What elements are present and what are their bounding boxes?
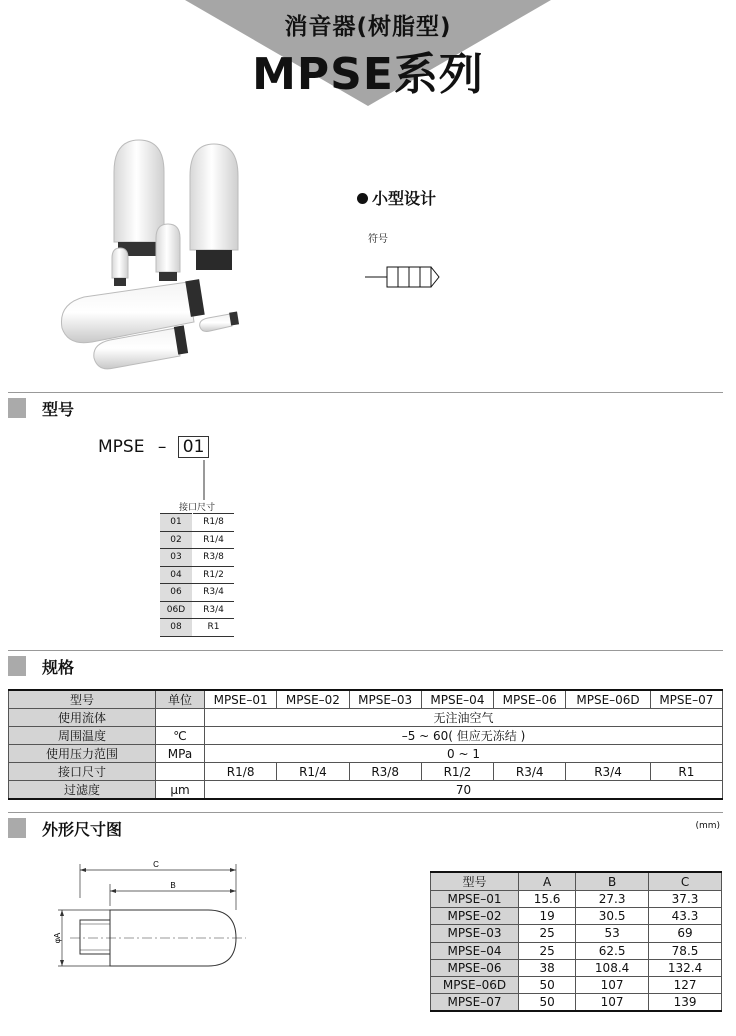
- section-bar: [8, 818, 26, 838]
- port-row: [160, 531, 234, 549]
- spec-row-temp: [9, 727, 723, 745]
- page-title-series: MPSE系列: [252, 49, 484, 100]
- dim-row: [431, 908, 722, 925]
- spec-value: 70: [205, 781, 723, 800]
- dim-value: 38: [519, 959, 576, 976]
- dim-value: 30.5: [576, 908, 649, 925]
- section-bar: [8, 398, 26, 418]
- spec-port: R3/8: [349, 763, 421, 781]
- dim-model: MPSE–07: [431, 994, 519, 1012]
- dim-header: A: [519, 872, 576, 891]
- port-row: [160, 619, 234, 637]
- dim-header-row: [431, 872, 722, 891]
- spec-port: R1/2: [421, 763, 493, 781]
- dim-row: [431, 994, 722, 1012]
- spec-row-pressure: [9, 745, 723, 763]
- spec-label: 使用压力范围: [9, 745, 156, 763]
- dim-row: [431, 942, 722, 959]
- code-leader-line: [203, 460, 205, 500]
- bullet-icon: [357, 193, 368, 204]
- port-code: 02: [160, 531, 193, 549]
- silencer-symbol-icon: [365, 262, 445, 292]
- dim-model: MPSE–02: [431, 908, 519, 925]
- port-row: [160, 514, 234, 532]
- spec-header-unit: 单位: [156, 690, 205, 709]
- section-title: 型号: [42, 400, 75, 419]
- dim-model: MPSE–04: [431, 942, 519, 959]
- product-photo: [48, 132, 308, 382]
- port-size: R1/4: [193, 531, 235, 549]
- spec-model: MPSE–01: [205, 690, 277, 709]
- dim-value: 62.5: [576, 942, 649, 959]
- spec-port: R1/8: [205, 763, 277, 781]
- dim-model: MPSE–03: [431, 925, 519, 942]
- spec-value: 0 ~ 1: [205, 745, 723, 763]
- spec-model: MPSE–06: [494, 690, 566, 709]
- dim-value: 127: [649, 976, 722, 993]
- section-title: 规格: [42, 658, 75, 677]
- spec-label: 使用流体: [9, 709, 156, 727]
- dim-value: 25: [519, 942, 576, 959]
- spec-unit: [156, 709, 205, 727]
- spec-label: 接口尺寸: [9, 763, 156, 781]
- port-code: 08: [160, 619, 193, 637]
- port-size-table: [160, 513, 234, 637]
- dim-row: [431, 891, 722, 908]
- dim-value: 132.4: [649, 959, 722, 976]
- port-code: 06D: [160, 601, 193, 619]
- dim-value: 15.6: [519, 891, 576, 908]
- dim-label-c: C: [153, 860, 159, 869]
- spec-port: R1/4: [277, 763, 349, 781]
- section-title: 外形尺寸图: [42, 820, 123, 839]
- port-size: R3/8: [193, 549, 235, 567]
- port-size: R3/4: [193, 584, 235, 602]
- page-title-cn: 消音器(树脂型): [284, 14, 452, 40]
- dim-model: MPSE–06: [431, 959, 519, 976]
- section-model: [8, 392, 723, 423]
- spec-model: MPSE–07: [650, 690, 722, 709]
- dim-value: 43.3: [649, 908, 722, 925]
- port-row: [160, 566, 234, 584]
- port-code: 04: [160, 566, 193, 584]
- spec-label: 过滤度: [9, 781, 156, 800]
- dim-row: [431, 925, 722, 942]
- port-size-title: 接口尺寸: [178, 503, 215, 513]
- dim-header: B: [576, 872, 649, 891]
- spec-table: [8, 689, 723, 800]
- spec-model: MPSE–04: [421, 690, 493, 709]
- spec-model: MPSE–03: [349, 690, 421, 709]
- dim-header: C: [649, 872, 722, 891]
- dim-value: 139: [649, 994, 722, 1012]
- dim-value: 25: [519, 925, 576, 942]
- dim-label-b: B: [170, 881, 176, 890]
- dim-value: 19: [519, 908, 576, 925]
- port-size: R1/2: [193, 566, 235, 584]
- port-code: 03: [160, 549, 193, 567]
- section-dims: [8, 812, 723, 843]
- dim-value: 50: [519, 976, 576, 993]
- dim-header: 型号: [431, 872, 519, 891]
- spec-unit: ℃: [156, 727, 205, 745]
- model-prefix: MPSE: [98, 437, 145, 457]
- dim-value: 27.3: [576, 891, 649, 908]
- dim-row: [431, 959, 722, 976]
- dim-value: 107: [576, 994, 649, 1012]
- model-code: [98, 436, 209, 458]
- dims-unit: (mm): [695, 821, 720, 831]
- spec-port: R3/4: [566, 763, 650, 781]
- port-code: 06: [160, 584, 193, 602]
- port-row: [160, 584, 234, 602]
- feature-compact: 小型设计: [357, 186, 436, 209]
- spec-row-filter: [9, 781, 723, 800]
- dim-value: 78.5: [649, 942, 722, 959]
- port-code: 01: [160, 514, 193, 532]
- symbol-label: 符号: [368, 234, 388, 245]
- spec-model: MPSE–06D: [566, 690, 650, 709]
- spec-row-port: [9, 763, 723, 781]
- spec-unit: μm: [156, 781, 205, 800]
- port-row: [160, 601, 234, 619]
- dim-value: 53: [576, 925, 649, 942]
- spec-header-row: [9, 690, 723, 709]
- dim-label-a: φA: [53, 932, 62, 944]
- dim-model: MPSE–06D: [431, 976, 519, 993]
- model-box: 01: [178, 436, 210, 458]
- spec-header-label: 型号: [9, 690, 156, 709]
- dimension-table: [430, 871, 722, 1012]
- port-size: R1: [193, 619, 235, 637]
- spec-label: 周围温度: [9, 727, 156, 745]
- dim-value: 108.4: [576, 959, 649, 976]
- port-size: R3/4: [193, 601, 235, 619]
- spec-value: –5 ~ 60( 但应无冻结 ): [205, 727, 723, 745]
- dim-value: 107: [576, 976, 649, 993]
- spec-value: 无注油空气: [205, 709, 723, 727]
- dim-value: 37.3: [649, 891, 722, 908]
- spec-port: R1: [650, 763, 722, 781]
- model-dash: –: [157, 437, 167, 457]
- dimension-drawing: [40, 858, 250, 973]
- spec-unit: MPa: [156, 745, 205, 763]
- dim-row: [431, 976, 722, 993]
- port-row: [160, 549, 234, 567]
- spec-port: R3/4: [494, 763, 566, 781]
- section-bar: [8, 656, 26, 676]
- port-size: R1/8: [193, 514, 235, 532]
- spec-unit: [156, 763, 205, 781]
- dim-value: 50: [519, 994, 576, 1012]
- dim-model: MPSE–01: [431, 891, 519, 908]
- spec-row-fluid: [9, 709, 723, 727]
- section-spec: [8, 650, 723, 681]
- dim-value: 69: [649, 925, 722, 942]
- spec-model: MPSE–02: [277, 690, 349, 709]
